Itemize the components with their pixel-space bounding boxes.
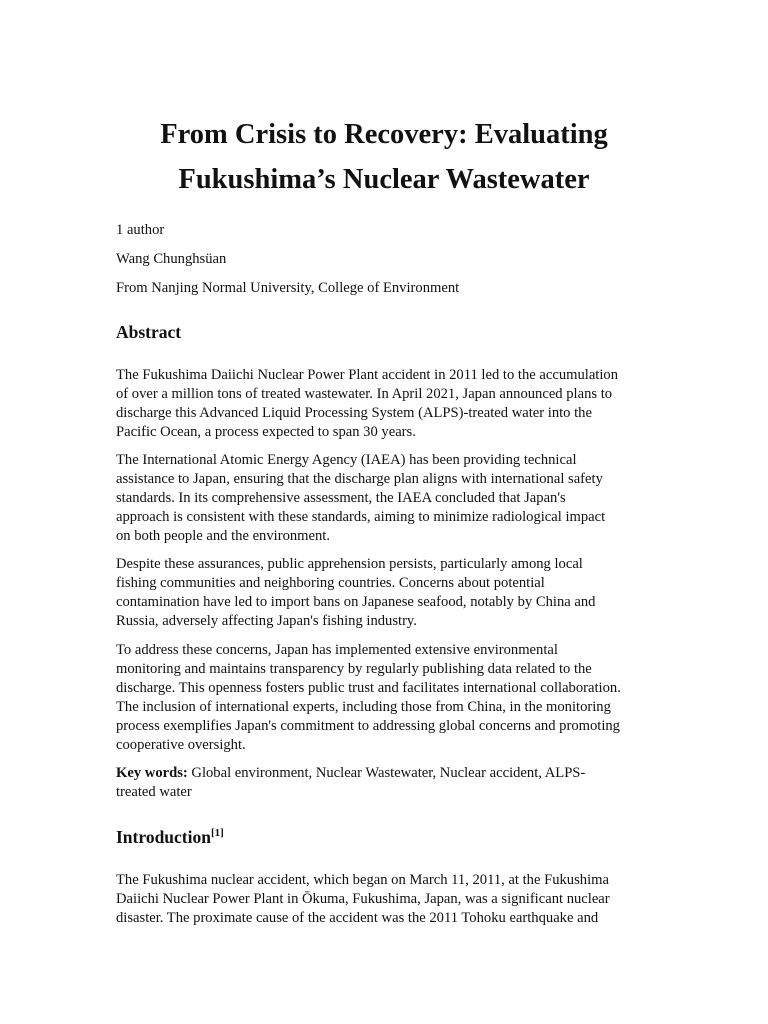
text-line: To address these concerns, Japan has implemented extensive environmental <box>116 642 558 658</box>
title-line-1: From Crisis to Recovery: Evaluating <box>160 119 608 150</box>
text-line: standards. In its comprehensive assessment, the IAEA concluded that Japan's <box>116 490 566 506</box>
text-line: disaster. The proximate cause of the accident was the 2011 Tohoku earthquake and <box>116 910 599 926</box>
text-line: on both people and the environment. <box>116 528 330 544</box>
text-line: contamination have led to import bans on Japanese seafood, notably by China and <box>116 594 596 610</box>
text-line: of over a million tons of treated wastewater. In April 2021, Japan announced plans to <box>116 386 613 402</box>
keywords-text: Global environment, Nuclear Wastewater, Nuclear accident, ALPS- <box>187 765 586 781</box>
keywords <box>116 764 652 802</box>
keywords-line-2: treated water <box>116 784 192 800</box>
abstract-heading: Abstract <box>116 322 182 342</box>
introduction-heading <box>116 826 224 848</box>
text-line: monitoring and maintains transparency by regularly publishing data related to the <box>116 661 592 677</box>
text-line: The Fukushima Daiichi Nuclear Power Plant accident in 2011 led to the accumulation <box>116 367 618 383</box>
text-line: process exemplifies Japan's commitment to addressing global concerns and promoting <box>116 718 620 734</box>
abstract-paragraph-4 <box>116 641 652 755</box>
text-line: The inclusion of international experts, including those from China, in the monitoring <box>116 699 611 715</box>
author-affiliation: From Nanjing Normal University, College of Environment <box>116 280 460 296</box>
text-line: fishing communities and neighboring countries. Concerns about potential <box>116 575 545 591</box>
text-line: discharge. This openness fosters public trust and facilitates international collaboration. <box>116 680 621 696</box>
text-line: Russia, adversely affecting Japan's fishing industry. <box>116 613 417 629</box>
title-line-2: Fukushima’s Nuclear Wastewater <box>178 164 590 195</box>
text-line: Pacific Ocean, a process expected to span 30 years. <box>116 424 416 440</box>
abstract-paragraph-1 <box>116 366 652 442</box>
text-line: assistance to Japan, ensuring that the discharge plan aligns with international safety <box>116 471 603 487</box>
text-line: approach is consistent with these standards, aiming to minimize radiological impact <box>116 509 606 525</box>
text-line: Despite these assurances, public apprehension persists, particularly among local <box>116 556 583 572</box>
paper-title <box>116 112 652 202</box>
text-line: The International Atomic Energy Agency (IAEA) has been providing technical <box>116 452 577 468</box>
keywords-line-1 <box>116 764 652 783</box>
keywords-label: Key words: <box>116 765 188 781</box>
introduction-paragraph <box>116 871 652 928</box>
citation-link[interactable]: [1] <box>210 827 224 839</box>
text-line: discharge this Advanced Liquid Processing System (ALPS)-treated water into the <box>116 405 592 421</box>
author-name: Wang Chunghsüan <box>116 251 227 267</box>
text-line: Daiichi Nuclear Power Plant in Ōkuma, Fukushima, Japan, was a significant nuclear <box>116 891 610 907</box>
abstract-paragraph-2 <box>116 451 652 546</box>
introduction-heading-text: Introduction <box>116 827 211 847</box>
abstract-paragraph-3 <box>116 555 652 631</box>
author-count: 1 author <box>116 222 165 238</box>
text-line: The Fukushima nuclear accident, which began on March 11, 2011, at the Fukushima <box>116 872 609 888</box>
text-line: cooperative oversight. <box>116 737 246 753</box>
